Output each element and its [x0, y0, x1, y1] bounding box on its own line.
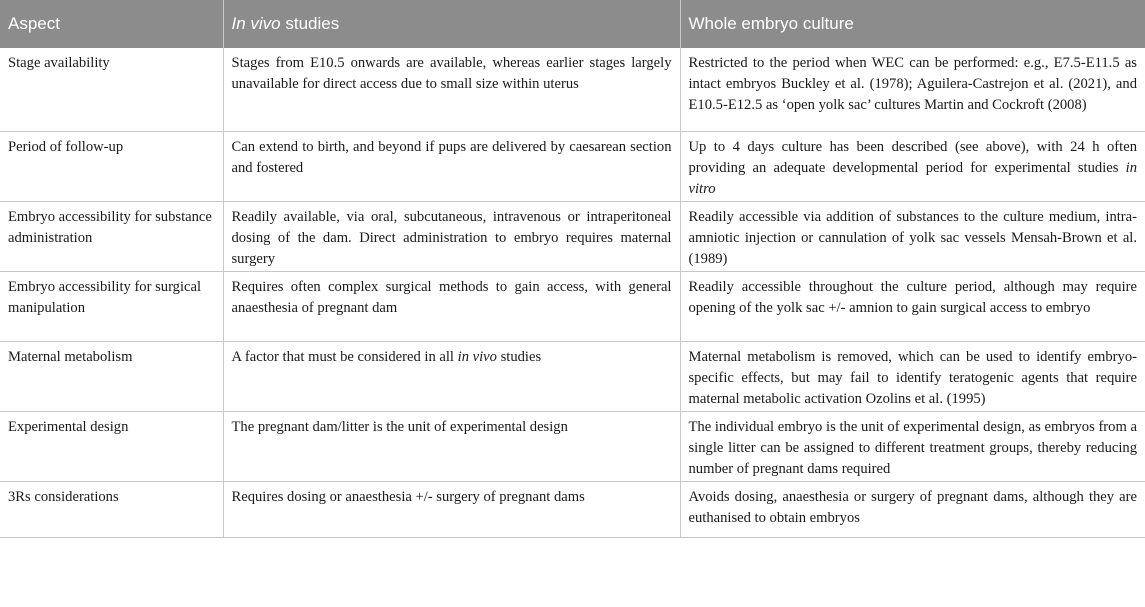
header-row — [0, 0, 1145, 48]
row-wec-italic: in vitro — [688, 160, 1137, 197]
row-in-vivo-cell: Stages from E10.5 onwards are available, whereas earlier stages largely unavailable for direct access due to small size within uterus — [223, 48, 680, 132]
header-in-vivo-rest: studies — [280, 14, 340, 33]
row-wec-cell: Maternal metabolism is removed, which can be used to identify embryo-specific effects, but may fail to identify teratogenic agents that require maternal metabolic activation Ozolins et al. (1995) — [680, 342, 1145, 412]
table-row — [0, 412, 1145, 482]
row-in-vivo-cell: Requires dosing or anaesthesia +/- surgery of pregnant dams — [223, 482, 680, 538]
row-in-vivo-cell: Requires often complex surgical methods to gain access, with general anaesthesia of pregnant dam — [223, 272, 680, 342]
row-aspect-cell: 3Rs considerations — [0, 482, 223, 538]
table-row — [0, 482, 1145, 538]
table-row — [0, 202, 1145, 272]
row-wec-text: Up to 4 days culture has been described (see above), with 24 h often providing an adequate developmental period for experimental studies — [688, 139, 1137, 176]
row-wec-cell: Readily accessible via addition of substances to the culture medium, intra-amniotic injection or cannulation of yolk sac vessels Mensah-Brown et al. (1989) — [680, 202, 1145, 272]
table-row — [0, 342, 1145, 412]
row-aspect-cell: Maternal metabolism — [0, 342, 223, 412]
row-aspect-cell: Stage availability — [0, 48, 223, 132]
row-wec-cell: The individual embryo is the unit of experimental design, as embryos from a single litter can be assigned to different treatment groups, thereby reducing number of pregnant dams required — [680, 412, 1145, 482]
header-in-vivo-italic: In vivo — [231, 14, 281, 33]
table-row — [0, 132, 1145, 202]
row-in-vivo-italic: in vivo — [457, 349, 497, 365]
row-aspect-cell: Embryo accessibility for substance administration — [0, 202, 223, 272]
row-aspect-cell: Embryo accessibility for surgical manipulation — [0, 272, 223, 342]
table-row — [0, 272, 1145, 342]
row-wec-cell: Readily accessible throughout the culture period, although may require opening of the yolk sac +/- amnion to gain surgical access to embryo — [680, 272, 1145, 342]
row-in-vivo-text-before: A factor that must be considered in all — [231, 349, 458, 365]
row-aspect-cell: Period of follow-up — [0, 132, 223, 202]
header-aspect: Aspect — [0, 0, 223, 48]
row-in-vivo-cell — [223, 342, 680, 412]
row-wec-cell: Avoids dosing, anaesthesia or surgery of pregnant dams, although they are euthanised to obtain embryos — [680, 482, 1145, 538]
header-in-vivo — [223, 0, 680, 48]
row-aspect-cell: Experimental design — [0, 412, 223, 482]
row-wec-cell — [680, 132, 1145, 202]
row-wec-cell: Restricted to the period when WEC can be performed: e.g., E7.5-E11.5 as intact embryos Buckley et al. (1978); Aguilera-Castrejon et al. (2021), and E10.5-E12.5 as ‘open yolk sac’ cultures Martin and Cockroft (2008) — [680, 48, 1145, 132]
table-row — [0, 48, 1145, 132]
row-in-vivo-cell: The pregnant dam/litter is the unit of experimental design — [223, 412, 680, 482]
row-in-vivo-cell: Readily available, via oral, subcutaneous, intravenous or intraperitoneal dosing of the dam. Direct administration to embryo requires maternal surgery — [223, 202, 680, 272]
row-in-vivo-text-after: studies — [496, 349, 542, 365]
row-in-vivo-cell: Can extend to birth, and beyond if pups are delivered by caesarean section and fostered — [223, 132, 680, 202]
header-wec: Whole embryo culture — [680, 0, 1145, 48]
